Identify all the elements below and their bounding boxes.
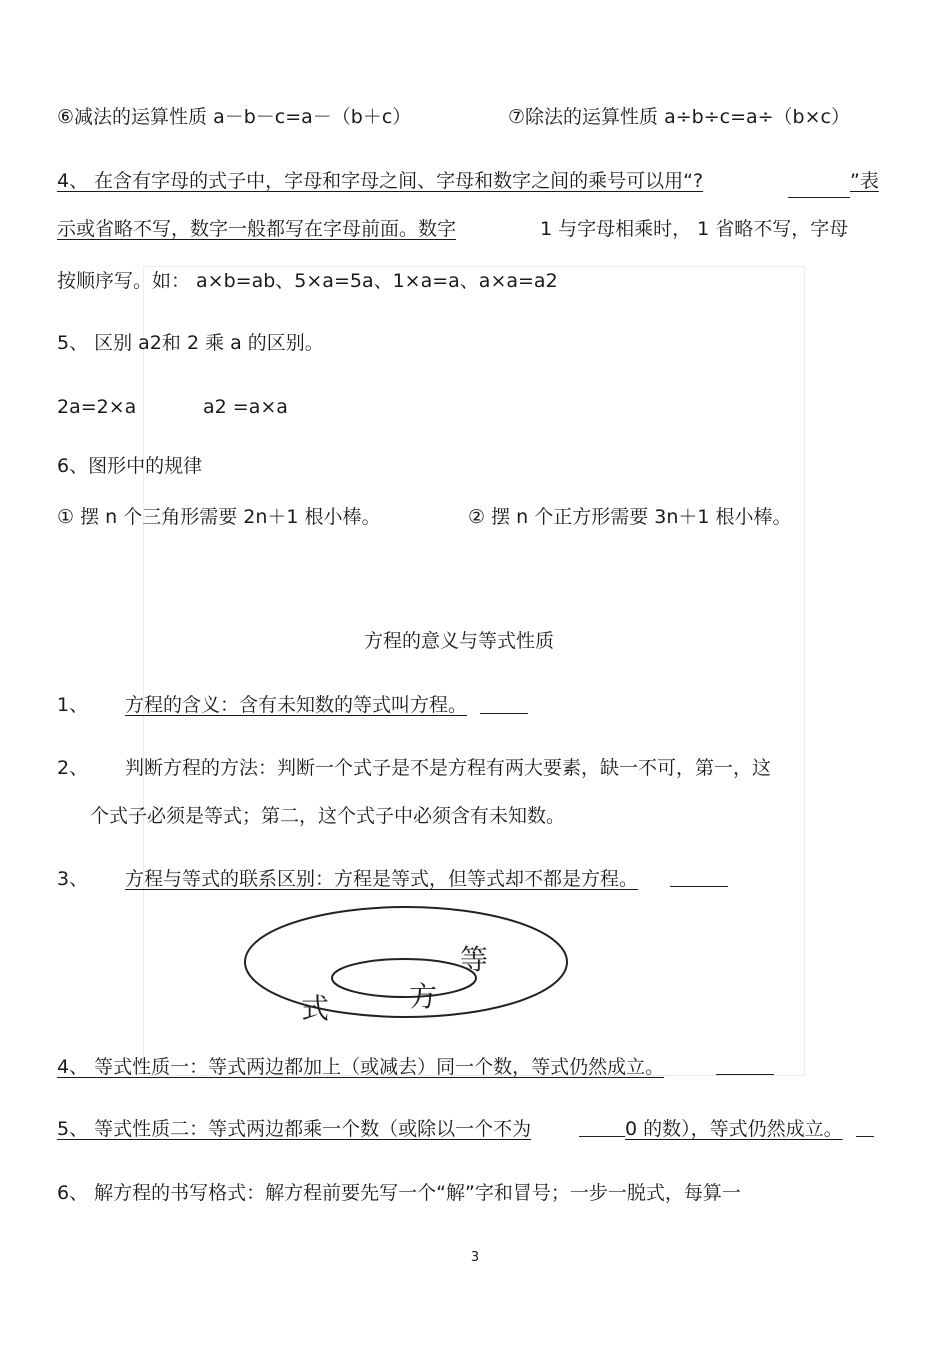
equality-set-ellipse <box>245 907 567 1017</box>
underline-tail <box>670 886 728 887</box>
multiplication-sign-rule-end: ”表 <box>850 170 879 192</box>
2a-formula: 2a=2×a <box>57 396 137 418</box>
underline-gap <box>579 1136 625 1137</box>
equation-label: 方 <box>409 980 438 1013</box>
equality-property-two-end: 0 的数），等式仍然成立。 <box>625 1118 843 1140</box>
number-before-letter-rule: 示或省略不写，数字一般都写在字母前面。数字 <box>57 218 457 240</box>
item-number-1: 1、 <box>57 694 89 716</box>
section-heading: 方程的意义与等式性质 <box>364 630 555 652</box>
underline-tail <box>716 1074 774 1075</box>
a2-formula: a2 =a×a <box>203 396 288 418</box>
equation-judgement-method: 判断方程的方法：判断一个式子是不是方程有两大要素，缺一不可，第一，这 <box>125 757 772 779</box>
item-number-2: 2、 <box>57 757 89 779</box>
square-pattern: ② 摆 n 个正方形需要 3n＋1 根小棒。 <box>468 506 792 528</box>
equality-label: 等 <box>460 943 489 976</box>
triangle-pattern: ① 摆 n 个三角形需要 2n＋1 根小棒。 <box>57 506 381 528</box>
equality-property-two: 5、 等式性质二：等式两边都乘一个数（或除以一个不为 <box>57 1118 532 1140</box>
item-number-3: 3、 <box>57 868 89 890</box>
equality-equation-diagram <box>230 900 590 1030</box>
equation-vs-equality: 方程与等式的联系区别：方程是等式，但等式却不都是方程。 <box>125 868 639 890</box>
underline-gap <box>788 197 850 198</box>
one-omitted-rule: 1 与字母相乘时， 1 省略不写，字母 <box>540 218 849 240</box>
multiplication-sign-rule: 4、 在含有字母的式子中，字母和字母之间、字母和数字之间的乘号可以用“? <box>57 170 704 192</box>
equation-set-ellipse <box>332 959 476 997</box>
a2-vs-2a-item: 5、 区别 a2和 2 乘 a 的区别。 <box>57 332 324 354</box>
equation-definition: 方程的含义：含有未知数的等式叫方程。 <box>125 694 468 716</box>
division-property: ⑦除法的运算性质 a÷b÷c=a÷（b×c） <box>508 106 850 128</box>
underline-tail <box>856 1136 874 1137</box>
examples-line: 按顺序写。如： a×b=ab、5×a=5a、1×a=a、a×a=a2 <box>57 270 558 292</box>
subtraction-property: ⑥减法的运算性质 a－b－c=a－（b＋c） <box>57 106 412 128</box>
equality-label-2: 式 <box>301 992 330 1025</box>
equation-writing-format: 6、 解方程的书写格式：解方程前要先写一个“解”字和冒号；一步一脱式，每算一 <box>57 1182 741 1204</box>
page-number: 3 <box>470 1250 480 1265</box>
equality-property-one: 4、 等式性质一：等式两边都加上（或减去）同一个数，等式仍然成立。 <box>57 1056 665 1078</box>
shape-patterns-title: 6、图形中的规律 <box>57 455 203 477</box>
equation-judgement-method-cont: 个式子必须是等式；第二，这个式子中必须含有未知数。 <box>90 805 566 827</box>
underline-tail <box>480 713 528 714</box>
